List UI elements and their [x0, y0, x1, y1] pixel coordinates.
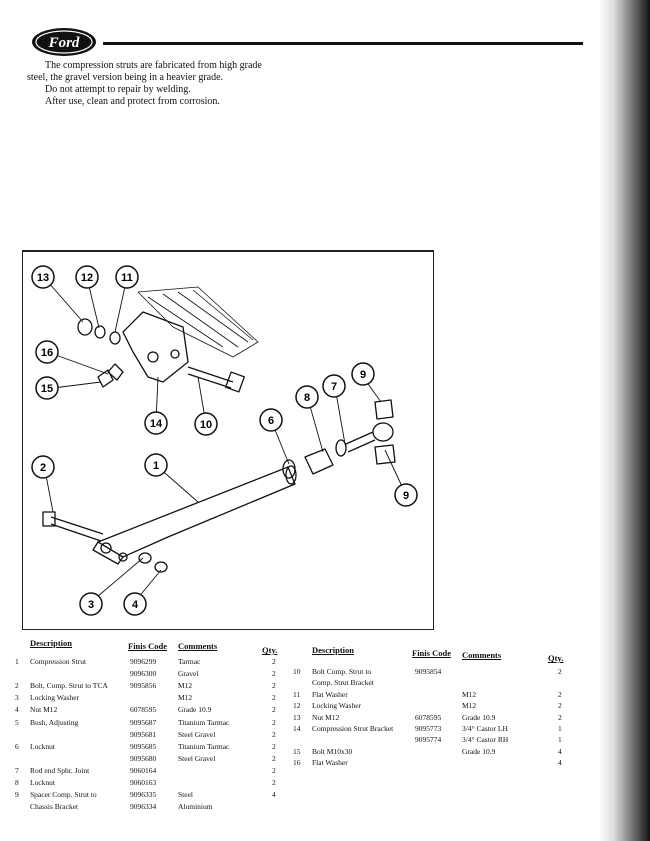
svg-text:10: 10 — [199, 419, 213, 431]
parts-cell-code: 9095774 — [415, 735, 442, 745]
callout-12 — [76, 266, 98, 288]
callout-2 — [32, 456, 54, 478]
parts-cell-num: 11 — [293, 689, 301, 699]
svg-text:15: 15 — [40, 383, 54, 395]
parts-cell-comment: Gravel — [178, 669, 199, 679]
parts-cell-num: 13 — [293, 712, 301, 722]
parts-cell-num: 15 — [293, 746, 301, 756]
callout-8 — [296, 386, 318, 408]
parts-cell-comment: Aluminium — [178, 802, 213, 812]
parts-cell-code: 9096299 — [130, 657, 157, 666]
col-header-qty: Qty. — [262, 645, 278, 655]
ford-logo — [30, 26, 98, 58]
parts-cell-num: 6 — [15, 741, 19, 751]
callout-13 — [32, 266, 54, 288]
parts-cell-code: 9095685 — [130, 741, 157, 751]
callout-4 — [124, 593, 146, 615]
parts-cell-code: 9060163 — [130, 778, 157, 787]
parts-cell-desc: Compression Strut Bracket — [312, 724, 394, 733]
svg-text:13: 13 — [36, 272, 50, 284]
parts-cell-qty: 4 — [272, 790, 276, 800]
parts-cell-qty: 2 — [272, 669, 276, 679]
callout-7 — [323, 375, 345, 397]
parts-cell-desc: Nut M12 — [30, 705, 58, 715]
col-header-description: Description — [30, 638, 73, 648]
svg-text:4: 4 — [131, 599, 139, 611]
col-header-finis-code: Finis Code — [128, 641, 167, 651]
callout-1 — [145, 454, 167, 476]
parts-cell-num: 16 — [293, 758, 301, 768]
parts-cell-qty: 1 — [558, 735, 562, 745]
exploded-diagram — [22, 250, 434, 630]
parts-cell-code: 9095773 — [415, 724, 442, 733]
parts-cell-num: 14 — [293, 724, 301, 733]
parts-cell-qty: 2 — [272, 717, 276, 727]
parts-cell-desc: Spacer Comp. Strut to — [30, 790, 97, 800]
parts-cell-num: 1 — [15, 657, 19, 666]
parts-cell-code: 9095856 — [130, 681, 157, 691]
parts-cell-desc: Locking Washer — [312, 701, 362, 711]
parts-cell-qty: 2 — [558, 712, 562, 722]
callouts — [32, 266, 417, 615]
parts-cell-num: 4 — [15, 705, 19, 715]
callout-14 — [145, 412, 167, 434]
parts-cell-desc: Chassis Bracket — [30, 802, 79, 812]
parts-cell-code: 9096300 — [130, 669, 157, 679]
parts-cell-desc: Bolt M10x30 — [312, 746, 353, 756]
diagram-drawing — [23, 252, 435, 632]
parts-cell-desc: Flat Washer — [312, 689, 348, 699]
parts-cell-comment: Steel Gravel — [178, 729, 216, 739]
parts-cell-qty: 2 — [272, 705, 276, 715]
callout-9-bottom — [395, 484, 417, 506]
parts-cell-desc: Locknut — [30, 778, 55, 787]
header-rule — [103, 42, 583, 45]
callout-10 — [195, 413, 217, 435]
parts-cell-code: 9095854 — [415, 667, 442, 676]
parts-cell-code: 9096335 — [130, 790, 157, 800]
parts-cell-desc: Bolt, Comp. Strut to TCA — [30, 681, 108, 691]
parts-cell-qty: 2 — [558, 689, 562, 699]
rod-end — [346, 432, 375, 452]
callout-11 — [116, 266, 138, 288]
svg-text:3: 3 — [87, 599, 95, 611]
bolt-2 — [51, 517, 103, 541]
svg-text:6: 6 — [267, 415, 275, 427]
parts-cell-qty: 2 — [272, 741, 276, 751]
parts-cell-desc: Flat Washer — [312, 758, 348, 768]
col-header-qty: Qty. — [548, 653, 564, 663]
col-header-comments: Comments — [178, 641, 218, 651]
svg-text:9: 9 — [359, 369, 367, 381]
callout-16 — [36, 341, 58, 363]
compression-strut — [98, 467, 295, 557]
svg-text:7: 7 — [330, 381, 338, 393]
leader-lines — [45, 282, 406, 604]
adjusting-bush — [305, 449, 333, 474]
parts-cell-comment: M12 — [462, 701, 477, 711]
parts-cell-comment: M12 — [178, 681, 193, 691]
parts-cell-code: 9095681 — [130, 729, 157, 739]
svg-text:1: 1 — [152, 460, 160, 472]
svg-text:14: 14 — [149, 418, 163, 430]
callout-15 — [36, 377, 58, 399]
parts-cell-code: 9096334 — [130, 802, 157, 812]
parts-cell-code: 6078595 — [130, 705, 157, 715]
parts-cell-qty: 4 — [558, 746, 562, 756]
parts-cell-comment: Grade 10.9 — [462, 712, 496, 722]
parts-cell-code: 9095687 — [130, 717, 157, 727]
parts-cell-desc: Comp. Strut Bracket — [312, 678, 374, 688]
parts-cell-desc: Locknut — [30, 741, 55, 751]
parts-cell-qty: 2 — [272, 778, 276, 787]
parts-cell-code: 9060164 — [130, 765, 157, 775]
parts-cell-desc: Rod end Sphr. Joint — [30, 765, 90, 775]
parts-cell-comment: M12 — [178, 693, 193, 703]
parts-cell-comment: Grade 10.9 — [178, 705, 212, 715]
svg-text:12: 12 — [80, 272, 94, 284]
parts-cell-comment: 3/4° Castor LH — [462, 724, 508, 733]
parts-cell-comment: Grade 10.9 — [462, 746, 496, 756]
parts-cell-qty: 1 — [558, 724, 562, 733]
parts-cell-num: 7 — [15, 765, 19, 775]
col-header-finis-code: Finis Code — [412, 648, 451, 658]
callout-3 — [80, 593, 102, 615]
parts-cell-desc: Bolt Comp. Strut to — [312, 667, 372, 676]
parts-cell-qty: 2 — [272, 693, 276, 703]
svg-text:8: 8 — [303, 392, 311, 404]
ford-logo-text: Ford — [48, 35, 80, 51]
intro-line: The compression struts are fabricated from high grade — [45, 60, 262, 71]
intro-line: After use, clean and protect from corrosion. — [45, 96, 220, 107]
callout-9-top — [352, 363, 374, 385]
parts-cell-num: 5 — [15, 717, 19, 727]
parts-cell-code: 6078595 — [415, 712, 442, 722]
parts-cell-num: 9 — [15, 790, 19, 800]
col-header-description: Description — [312, 645, 355, 655]
parts-cell-comment: Titanium Tarmac — [178, 717, 230, 727]
parts-cell-comment: Steel — [178, 790, 193, 800]
parts-cell-qty: 2 — [272, 681, 276, 691]
scan-edge-shadow — [598, 0, 650, 841]
parts-cell-qty: 2 — [558, 701, 562, 711]
parts-cell-qty: 2 — [272, 657, 276, 666]
parts-cell-qty: 2 — [272, 753, 276, 763]
parts-cell-num: 12 — [293, 701, 301, 711]
chassis-hatch — [138, 287, 258, 357]
col-header-comments: Comments — [462, 650, 502, 660]
parts-cell-comment: 3/4° Castor RH — [462, 735, 509, 745]
parts-cell-comment: M12 — [462, 689, 477, 699]
parts-cell-desc: Locking Washer — [30, 693, 80, 703]
svg-text:16: 16 — [40, 347, 54, 359]
parts-cell-comment: Steel Gravel — [178, 753, 216, 763]
svg-text:9: 9 — [402, 490, 410, 502]
parts-cell-desc: Bush, Adjusting — [30, 717, 79, 727]
callout-6 — [260, 409, 282, 431]
parts-cell-qty: 2 — [272, 765, 276, 775]
intro-line: steel, the gravel version being in a heavier grade. — [27, 72, 224, 83]
intro-line: Do not attempt to repair by welding. — [45, 84, 191, 95]
parts-cell-desc: Compression Strut — [30, 657, 87, 666]
strut-bracket — [123, 312, 188, 382]
parts-cell-num: 3 — [15, 693, 19, 703]
parts-cell-comment: Tarmac — [178, 657, 201, 666]
parts-cell-desc: Nut M12 — [312, 712, 340, 722]
parts-cell-qty: 2 — [558, 667, 562, 676]
parts-cell-num: 8 — [15, 778, 19, 787]
parts-cell-num: 2 — [15, 681, 19, 691]
parts-cell-num: 10 — [293, 667, 301, 676]
parts-cell-comment: Titanium Tarmac — [178, 741, 230, 751]
parts-cell-code: 9095680 — [130, 753, 157, 763]
svg-text:11: 11 — [121, 272, 133, 284]
parts-cell-qty: 4 — [558, 758, 562, 768]
parts-cell-qty: 2 — [272, 729, 276, 739]
intro-text — [27, 60, 297, 108]
svg-text:2: 2 — [39, 462, 47, 474]
